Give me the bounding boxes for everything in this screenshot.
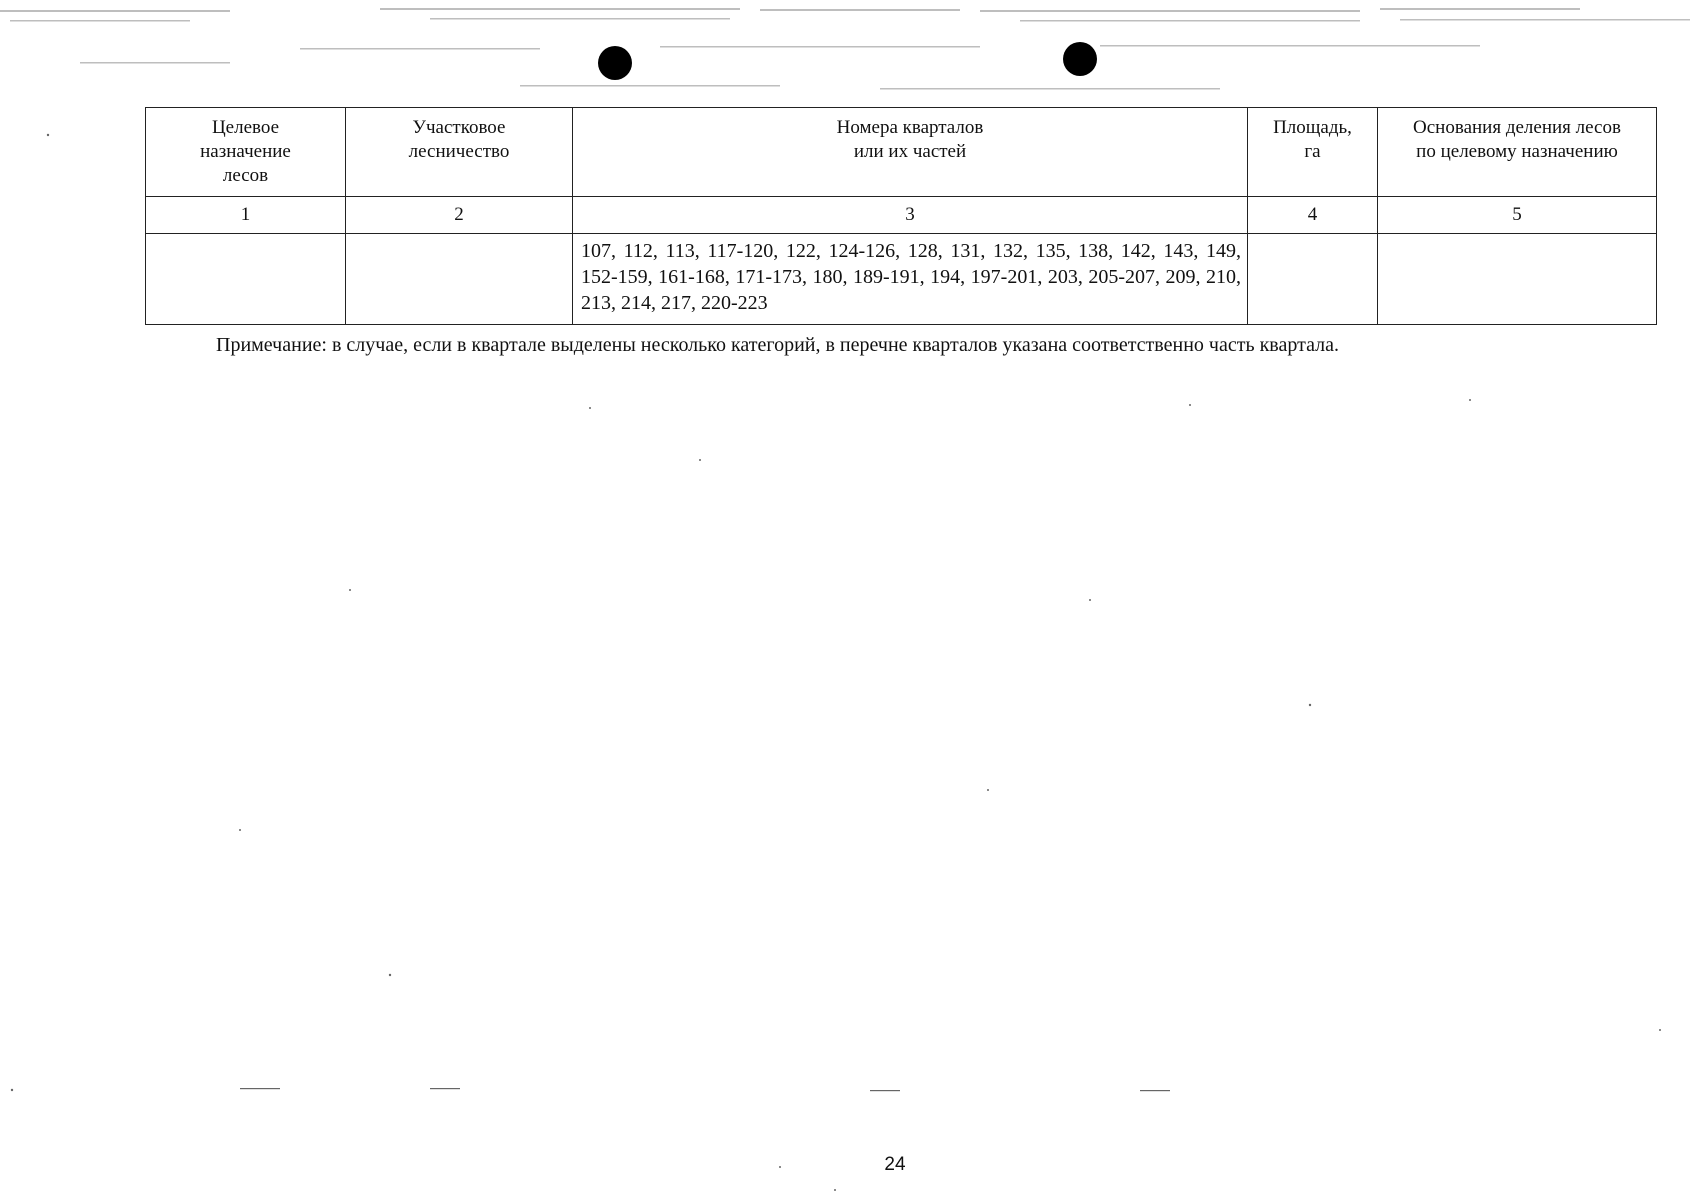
table-note: Примечание: в случае, если в квартале выделены несколько категорий, в перечне кварталов указана соответственно часть квартала.: [216, 334, 1339, 356]
page-number: 24: [884, 1154, 906, 1175]
header-basis: Основания деления лесов по целевому назначению: [1378, 108, 1657, 197]
table-row: [146, 234, 1657, 325]
column-number: 4: [1248, 197, 1378, 234]
column-number: 5: [1378, 197, 1657, 234]
header-area: Площадь, га: [1248, 108, 1378, 197]
column-number: 1: [146, 197, 346, 234]
forest-purpose-table: [145, 107, 1657, 325]
cell-quarters: 107, 112, 113, 117-120, 122, 124-126, 128, 131, 132, 135, 138, 142, 143, 149, 152-159, 161-168, 171-173, 180, 189-191, 194, 197-201, 203, 205-207, 209, 210, 213, 214, 217, 220-223: [573, 234, 1248, 325]
cell-forestry: [346, 234, 573, 325]
cell-area: [1248, 234, 1378, 325]
header-quarters: Номера кварталов или их частей: [573, 108, 1248, 197]
punch-hole: [1063, 42, 1097, 76]
column-number: 3: [573, 197, 1248, 234]
table-header-row: [146, 108, 1657, 197]
column-numbers-row: [146, 197, 1657, 234]
header-forestry: Участковое лесничество: [346, 108, 573, 197]
header-purpose: Целевое назначение лесов: [146, 108, 346, 197]
cell-basis: [1378, 234, 1657, 325]
punch-hole: [598, 46, 632, 80]
cell-purpose: [146, 234, 346, 325]
scan-noise: [0, 0, 1706, 110]
column-number: 2: [346, 197, 573, 234]
